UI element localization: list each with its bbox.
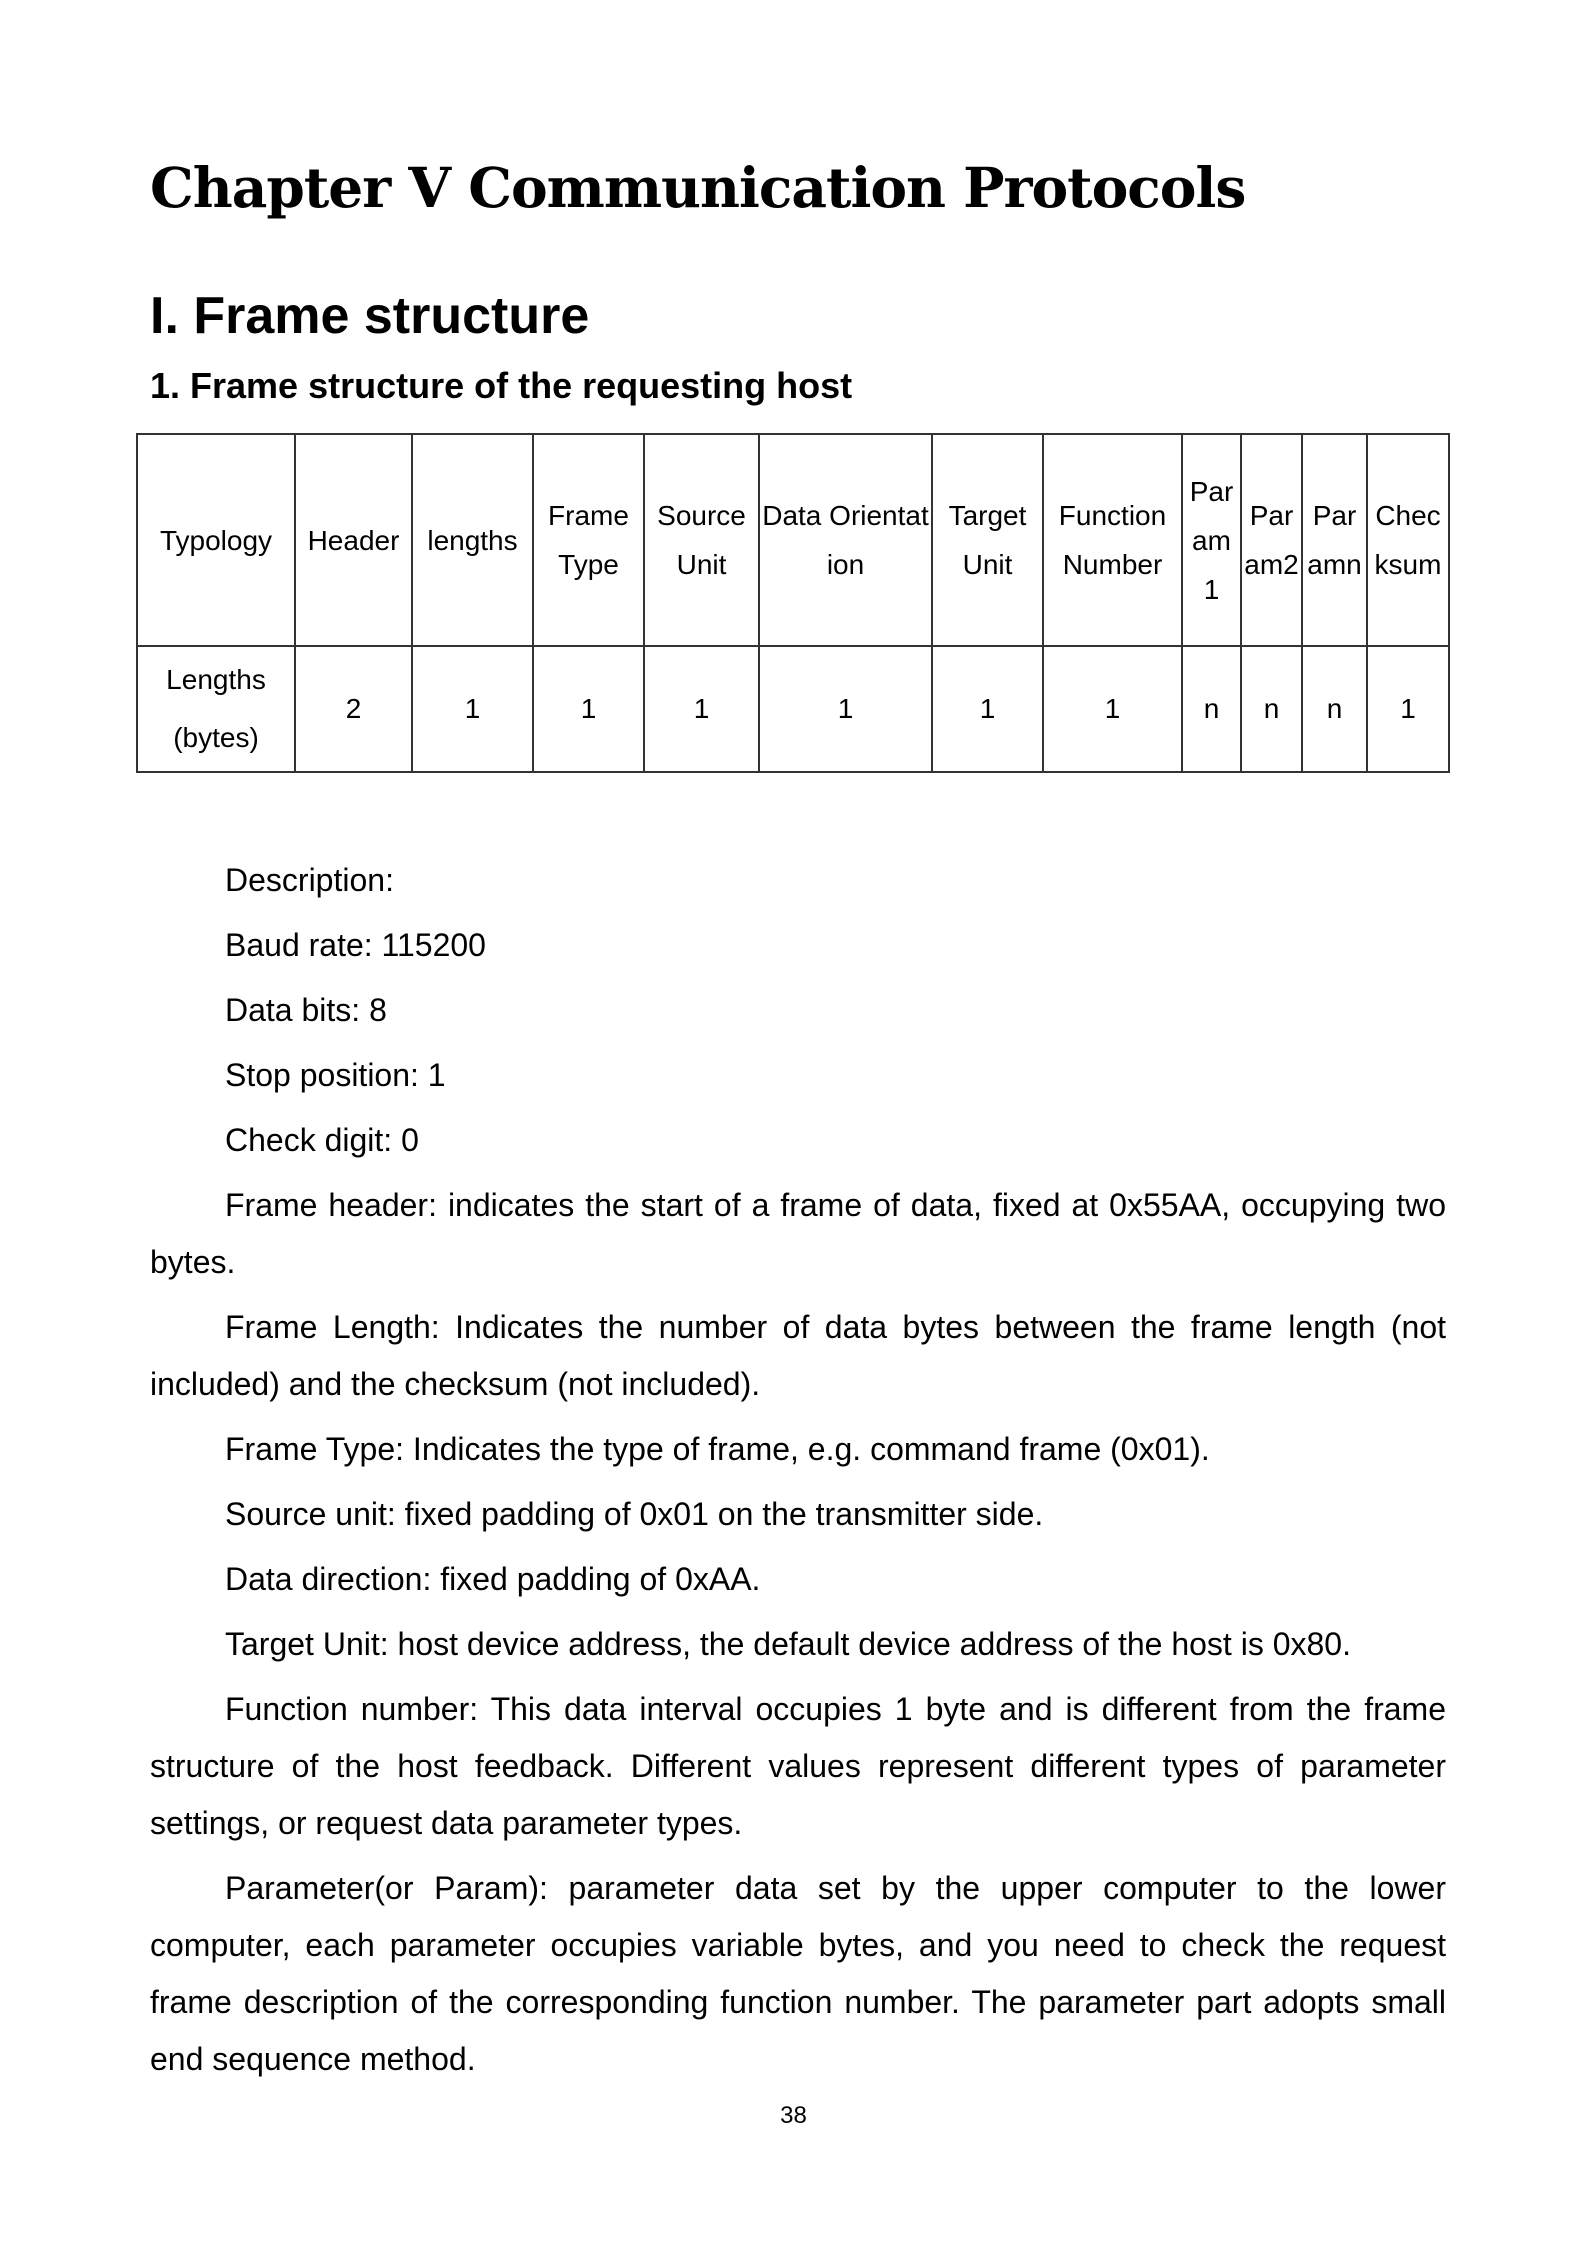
table-cell: n	[1182, 646, 1241, 772]
table-header-cell: lengths	[412, 434, 533, 646]
paragraph-target-unit: Target Unit: host device address, the default device address of the host is 0x80.	[225, 1626, 1351, 1662]
section-title: I. Frame structure	[150, 287, 590, 345]
description-label: Description:	[225, 862, 394, 898]
table-row	[137, 646, 1449, 772]
table-header-cell: Function Number	[1043, 434, 1182, 646]
paragraph-frame-length: Frame Length: Indicates the number of data bytes between the frame length (not included) and the checksum (not included).	[150, 1309, 1446, 1402]
table-cell: 1	[932, 646, 1043, 772]
table-header-row	[137, 434, 1449, 646]
table-cell: 1	[1043, 646, 1182, 772]
table-header-cell: Paramn	[1302, 434, 1367, 646]
paragraph-data-direction: Data direction: fixed padding of 0xAA.	[225, 1561, 761, 1597]
table-header-cell: Source Unit	[644, 434, 759, 646]
table-header-cell: Frame Type	[533, 434, 644, 646]
table-header-cell: Param1	[1182, 434, 1241, 646]
table-cell: 1	[759, 646, 932, 772]
table-cell: 1	[412, 646, 533, 772]
table-header-cell: Typology	[137, 434, 295, 646]
table-header-cell: Target Unit	[932, 434, 1043, 646]
table-cell: n	[1302, 646, 1367, 772]
setting-stop-position: Stop position: 1	[225, 1057, 446, 1093]
setting-baud-rate: Baud rate: 115200	[225, 927, 486, 963]
frame-structure-table	[136, 433, 1450, 773]
paragraph-function-number: Function number: This data interval occupies 1 byte and is different from the frame structure of the host feedback. Different values represent different types of parameter settings, or request data parameter types.	[150, 1691, 1446, 1841]
table-header-cell: Header	[295, 434, 412, 646]
paragraph-frame-header: Frame header: indicates the start of a frame of data, fixed at 0x55AA, occupying two bytes.	[150, 1187, 1446, 1280]
setting-data-bits: Data bits: 8	[225, 992, 387, 1028]
paragraph-parameter: Parameter(or Param): parameter data set by the upper computer to the lower computer, each parameter occupies variable bytes, and you need to check the request frame description of the corresponding function number. The parameter part adopts small end sequence method.	[150, 1870, 1446, 2077]
paragraph-source-unit: Source unit: fixed padding of 0x01 on the transmitter side.	[225, 1496, 1044, 1532]
table-header-cell: Data Orientation	[759, 434, 932, 646]
chapter-title: Chapter V Communication Protocols	[150, 155, 1246, 220]
table-cell: 1	[1367, 646, 1449, 772]
paragraph-frame-type: Frame Type: Indicates the type of frame, e.g. command frame (0x01).	[225, 1431, 1210, 1467]
page-number: 38	[780, 2102, 807, 2129]
subsection-title: 1. Frame structure of the requesting host	[150, 365, 853, 406]
table-header-cell: Checksum	[1367, 434, 1449, 646]
table-header-cell: Param2	[1241, 434, 1302, 646]
setting-check-digit: Check digit: 0	[225, 1122, 419, 1158]
table-cell: Lengths (bytes)	[137, 646, 295, 772]
table-cell: 1	[644, 646, 759, 772]
table-cell: n	[1241, 646, 1302, 772]
table-cell: 1	[533, 646, 644, 772]
table-cell: 2	[295, 646, 412, 772]
description-section	[150, 852, 1446, 2096]
